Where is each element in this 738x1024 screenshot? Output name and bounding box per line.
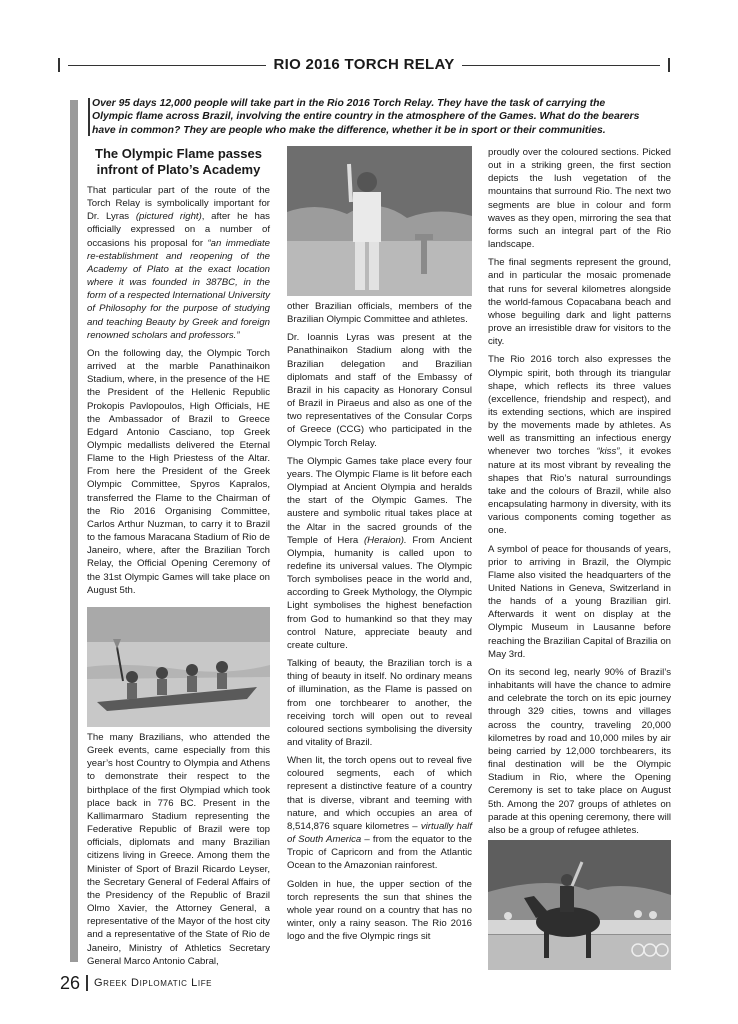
- paragraph: A symbol of peace for thousands of years, prior to arriving in Brazil, the Olympic Flame also visited the headquarters of the United Nations in Geneva, Switzerland in the hands of a young Brazilian girl. Afterwards it went on display at the Olympic Museum in Lausanne before reaching the Brazilian Capital of Brazilia on May 3rd.: [488, 543, 671, 660]
- paragraph: Golden in hue, the upper section of the torch represents the sun that shines the whole year round on a country that has no winter, only a rainy season. The Rio 2016 logo and the five Olympic rings sit: [287, 878, 472, 943]
- intro-standfirst: Over 95 days 12,000 people will take part in the Rio 2016 Torch Relay. They have the task of carrying the Olympic flame across Brazil, involving the entire country in the atmosphere of the Games. What do the bearers have in common? They are people who make the difference, whether it be in sport or their communities.: [92, 98, 640, 136]
- paragraph: On its second leg, nearly 90% of Brazil’s inhabitants will have the chance to admire and celebrate the torch on its epic journey through 329 cities, towns and villages across the country, traveling 20,000 kilometres by road and 10,000 miles by air being carried by 12,000 torchbearers, its final destination will be the Olympic Stadium in Rio, where the Opening Ceremony is set to take place on August 5th. Among the 207 groups of athletes on parade at this opening ceremony, there will also be a group of refugee athletes.: [488, 666, 671, 836]
- photo-torchbearer-plato-academy: [287, 146, 472, 296]
- paragraph: Talking of beauty, the Brazilian torch is a thing of beauty in itself. No ordinary means of illumination, as the Flame is passed on from one torchbearer to another, the receiving torch will open out to reveal coloured sections symbolising the diversity and vitality of Brazil.: [287, 658, 472, 748]
- paragraph: The many Brazilians, who attended the Greek events, came especially from this year’s host Country to Olympia and Athens to demonstrate their respect to the birthplace of the first Olympiad which took place back in 776 BC. Present in the Kallimarmaro Stadium representing the Federative Republic of Brazil were top officials, diplomats and many Brazilian citizens living in Greece. Among them the Minister of Sport of Brazil Ricardo Leyser, the Secretary General of Federal Affairs of the Presidency of the Republic of Brazil Olmo Xavier, the Attorney General, a representative of the Mayor of the host city and a representative of the State of Rio de Janeiro, Ministry of Athletics Secretary General Marco Antonio Cabral,: [87, 732, 270, 967]
- page-footer: [60, 973, 212, 993]
- footer-divider: [86, 975, 88, 991]
- paragraph: When lit, the torch opens out to reveal five coloured segments, each of which represent a distinctive feature of a country that is diverse, vibrant and teeming with nature, and which occupies an area of 8,514,876 square kilometres – virtually half of South America – from the equator to the Tropic of Capricorn and from the Atlantic Ocean to the Amazonian rainforest.: [287, 755, 473, 872]
- photo-equestrian-torch: [488, 840, 671, 970]
- column-1-continued: [87, 731, 270, 973]
- paragraph: The Rio 2016 torch also expresses the Olympic spirit, both through its triangular shape, which reflects its three values (excellence, friendship and respect), and its extending sections, which are inspired by the movements made by athletes. As well as transmitting an infectious energy whenever two torches “kiss”, it evokes nature at its most vibrant by revealing the shapes that Rio’s natural surroundings take and the colours of Brazil, while also encapsulating harmony in diversity, with its various components coming together as one.: [488, 354, 672, 537]
- column-3: [488, 146, 671, 842]
- paragraph: That particular part of the route of the Torch Relay is symbolically important for Dr. Lyras (pictured right), after he has officially expressed on a number of occasions his proposal for “an immediate re-establishment and reopening of the Academy of Plato at the exact location where it was founded in 387BC, in the form of a respected International University of Philosophy for the purpose of studying and teaching Beauty by Greek and foreign renowned scholars and professors.”: [87, 185, 270, 341]
- photo-canoe-torch: [87, 607, 270, 727]
- paragraph: On the following day, the Olympic Torch arrived at the marble Panathinaikon Stadium, where, in the presence of the HE the President of the Hellenic Republic Prokopis Pavlopoulos, High Officials, HE the Ambassador of Brazil to Greece Edgard Antonio Casciano, top Greek Olympic medallists delivered the Eternal Flame to the High Priestess of the Altar. From here the President of the Greek Olympic Committee, Spyros Kapralos, transferred the Flame to the Chairman of the Rio 2016 Organising Committee, Carlos Arthur Nuzman, to carry it to Brazil to the famous Maracana Stadium of Rio de Janeiro, where, after the Brazilian Torch Relay, the Official Opening Ceremony of the 31st Olympic Games will take place on August 5th.: [87, 347, 270, 596]
- sidebar-accent-bar: [70, 100, 78, 962]
- column-1: [87, 146, 270, 602]
- paragraph: proudly over the coloured sections. Picked out in a striking green, the first section depicts the lush vegetation of the mountains that surround Rio. The next two segments are blue in colour and form waves as they open, mirroring the sea that forms such an integral part of the Rio landscape.: [488, 147, 671, 251]
- intro-accent-bar: [88, 98, 90, 136]
- article-headline: The Olympic Flame passes infront of Plato’s Academy: [95, 146, 262, 177]
- page-number: 26: [60, 972, 81, 993]
- paragraph: Dr. Ioannis Lyras was present at the Panathinaikon Stadium along with the Brazilian delegation and Brazilian diplomats and staff of the Embassy of Brazil in his capacity as Honorary Consul of Brazil in Piraeus and also as one of the two representatives of the Consular Corps of Greece (CCG) who participated in the Olympic Torch Relay.: [287, 332, 472, 449]
- header-right-rule: [462, 65, 660, 66]
- section-header: [58, 56, 670, 76]
- publication-name: Greek Diplomatic Life: [94, 977, 213, 989]
- header-right-bar: [668, 58, 670, 72]
- paragraph: other Brazilian officials, members of the Brazilian Olympic Committee and athletes.: [287, 301, 472, 326]
- section-title: RIO 2016 TORCH RELAY: [58, 56, 670, 73]
- paragraph: The final segments represent the ground, and in particular the mosaic promenade that runs for several kilometres alongside the world-famous Copacabana beach and whose beguiling dark and light patterns prove an irresistible draw for visitors to the city.: [488, 257, 671, 348]
- paragraph: The Olympic Games take place every four years. The Olympic Flame is lit before each Olympiad at Ancient Olympia and heralds the start of the Olympic Games. The austere and symbolic ritual takes place at the Altar in the sacred grounds of the Temple of Hera (Heraion). From Ancient Olympia, humanity is called upon to redefine its universal values. The Olympic Torch symbolises peace in the world and, according to Greek Mythology, the Olympic Light symbolises the highest benefaction from God to humankind so that they may control Nature, appreciate beauty and create culture.: [287, 455, 472, 651]
- column-2: [287, 300, 472, 948]
